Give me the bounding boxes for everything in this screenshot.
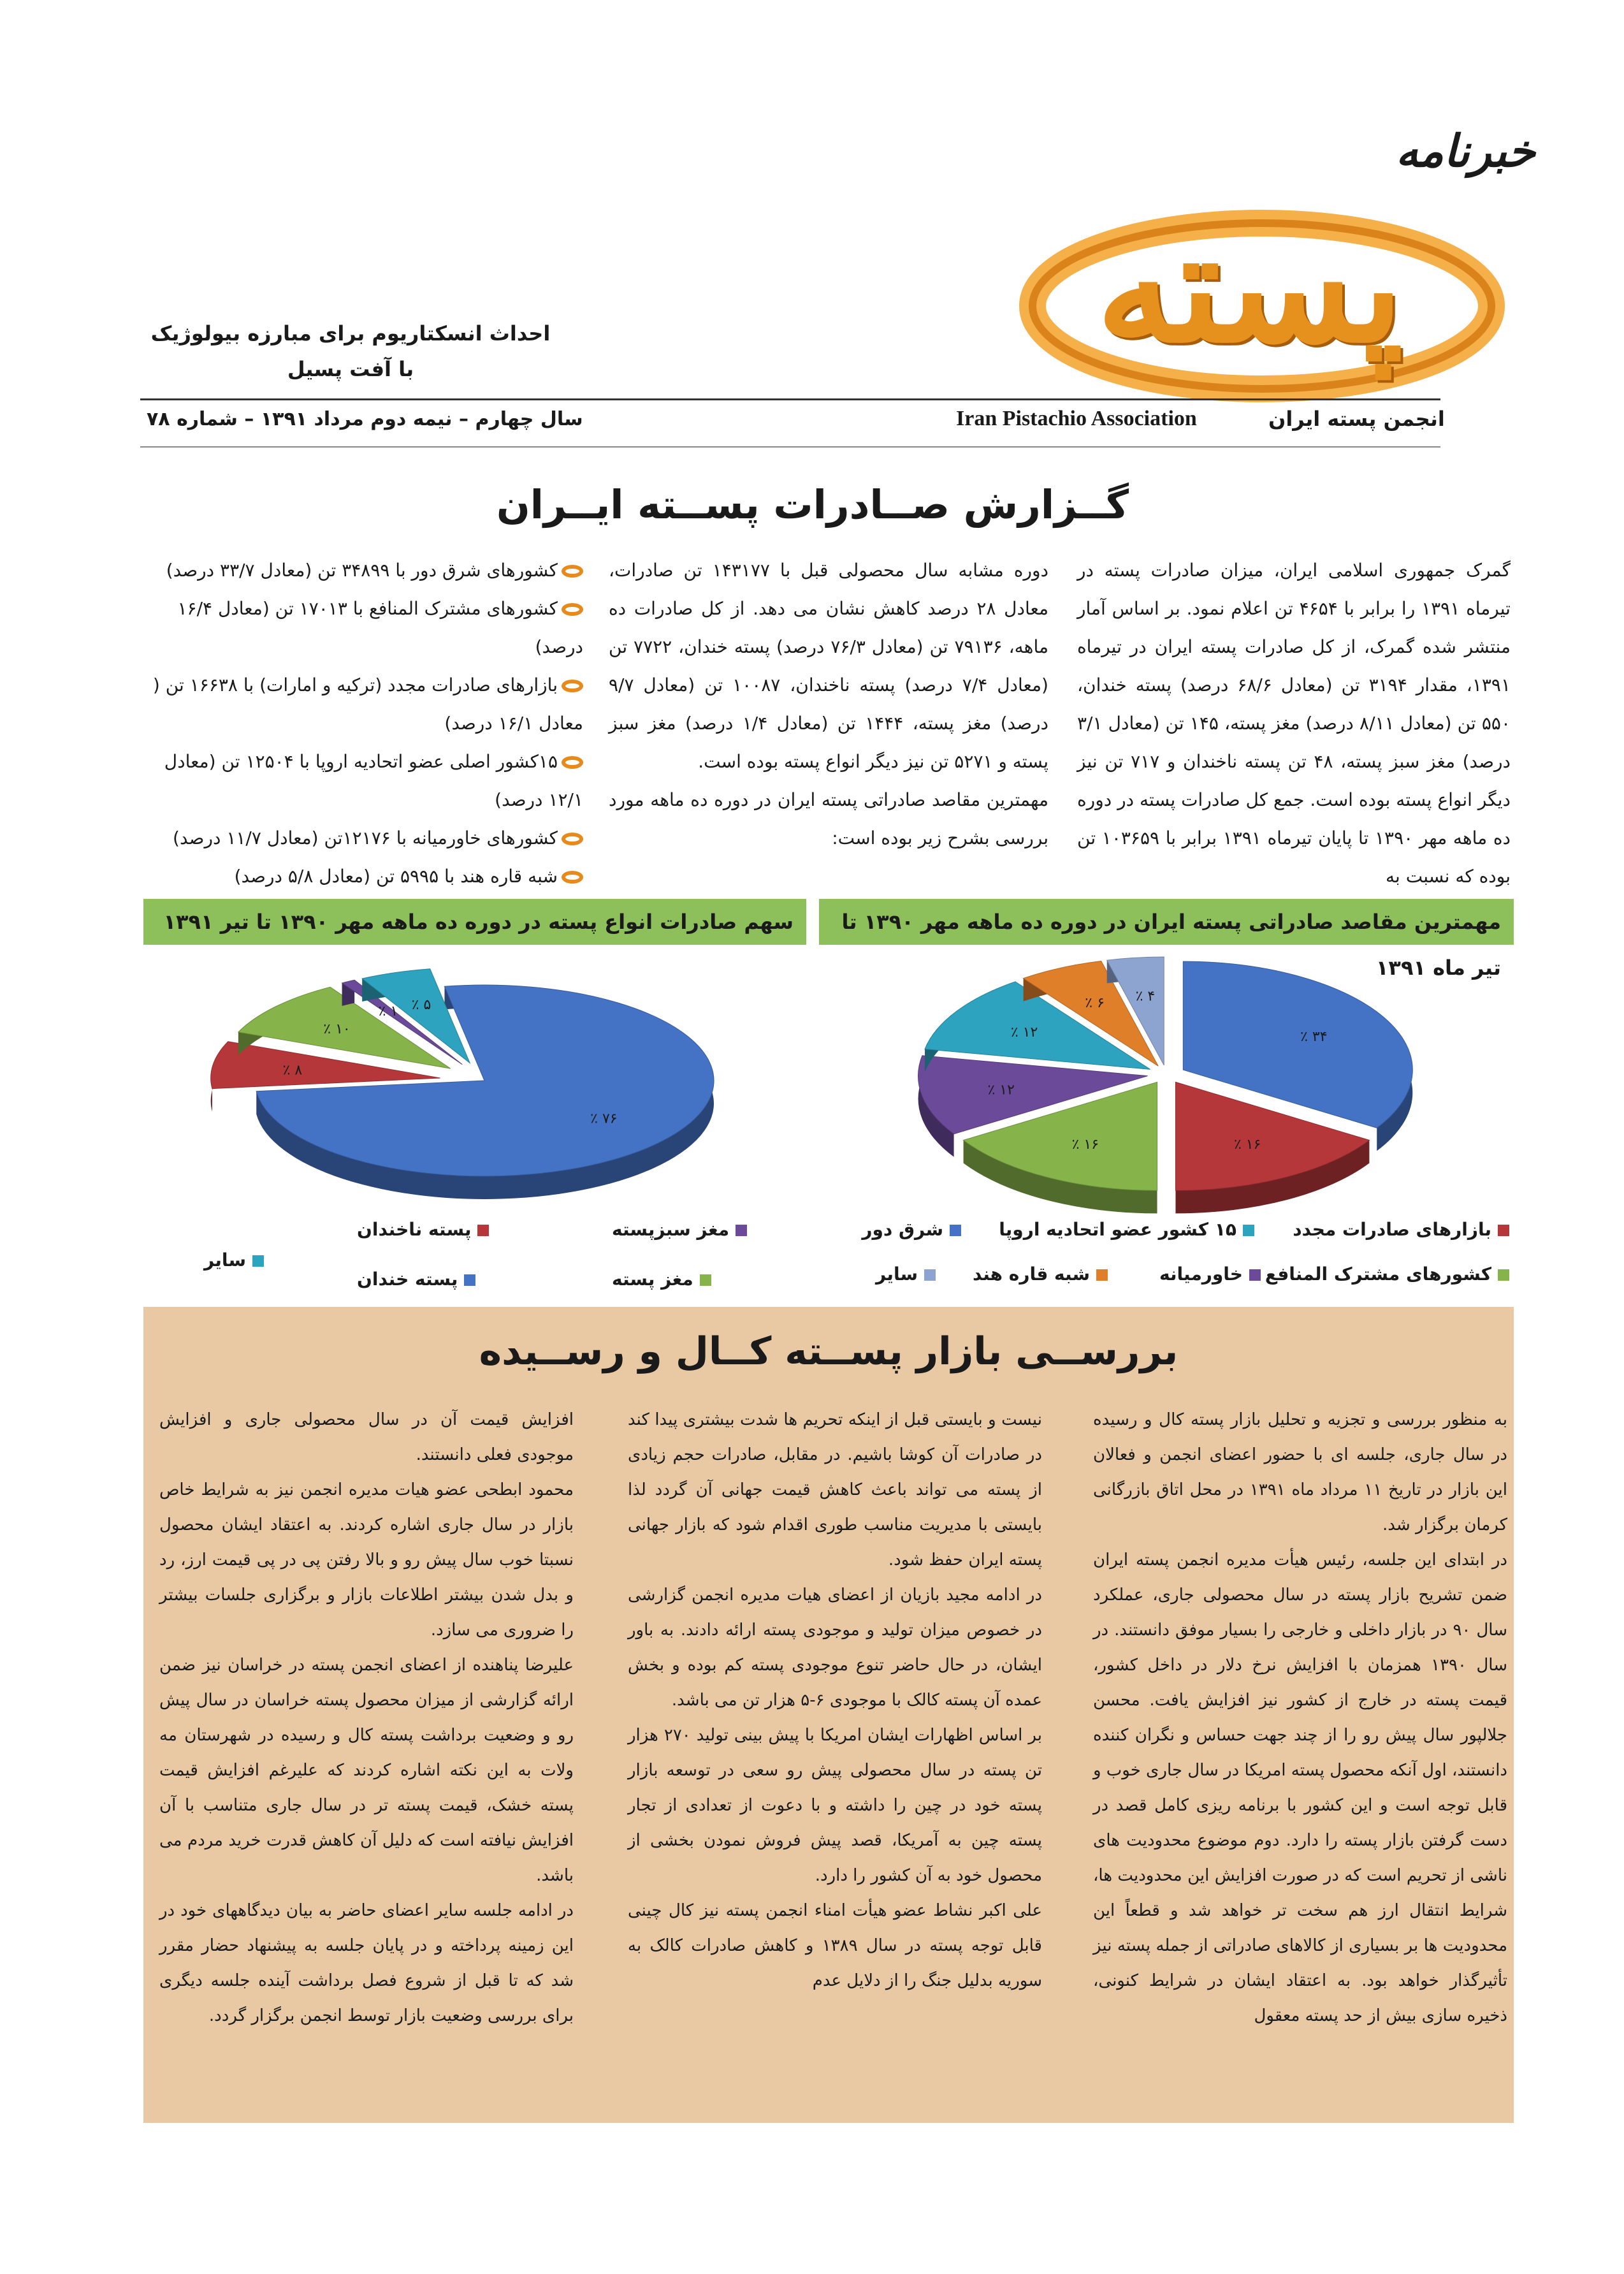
list-item: شبه قاره هند با ۵۹۹۵ تن (معادل ۵/۸ درصد) [143, 857, 583, 896]
legend-swatch [1498, 1225, 1509, 1236]
article1-mid-para-2: مهمترین مقاصد صادراتی پسته ایران در دوره ده ماهه مورد بررسی بشرح زیر بوده است: [609, 789, 1048, 849]
legend-item: شبه قاره هند [973, 1264, 1108, 1285]
list-item: بازارهای صادرات مجدد (ترکیه و امارات) با ۱۶۶۳۸ تن ( معادل ۱۶/۱ درصد) [152, 674, 583, 734]
promo-headline[interactable]: احداث انسکتاریوم برای مبارزه بیولوژیک با آفت پسیل [150, 321, 551, 381]
pie-slice-label: ٪ ۱۲ [1010, 1024, 1038, 1041]
article2-para: به منظور بررسی و تجزیه و تحلیل بازار پسته کال و رسیده در سال جاری، جلسه ای با حضور اعضای انجمن و فعالان این بازار در تاریخ ۱۱ مرداد ماه ۱۳۹۱ در محل اتاق بازرگانی کرمان برگزار شد. [1093, 1410, 1508, 1534]
bullet-ring-icon [562, 871, 583, 884]
legend-item: مغز پسته [612, 1269, 711, 1290]
article2-para: نیست و بایستی قبل از اینکه تحریم ها شدت بیشتری پیدا کند در صادرات آن کوشا باشیم. در مقابل، صادرات حجم زیادی از پسته می تواند باعث کاهش قیمت جهانی آن گردد لذا بایستی با مدیریت مناسب طوری اقدام شود که بازار جهانی پسته ایران حفظ شود. [628, 1410, 1042, 1570]
article1-col-mid [609, 551, 1048, 857]
legend-swatch [1243, 1225, 1254, 1236]
legend-item: سایر [204, 1250, 264, 1271]
article2-para: علی اکبر نشاط عضو هیأت امناء انجمن پسته نیز کال چینی قابل توجه پسته در سال ۱۳۸۹ و کاهش صادرات کالک به سوریه بدلیل جنگ را از دلایل عدم [628, 1901, 1042, 1990]
article2-col-1 [1093, 1403, 1507, 2034]
legend-item: ۱۵ کشور عضو اتحادیه اروپا [999, 1219, 1254, 1240]
logo-wordmark: پسته [1096, 197, 1403, 377]
pie-slice-label: ٪ ۱۲ [987, 1082, 1015, 1098]
legend-item: کشورهای مشترک المنافع [1265, 1264, 1509, 1285]
article1-col-right: گمرک جمهوری اسلامی ایران، میزان صادرات پسته در تیرماه ۱۳۹۱ را برابر با ۴۶۵۴ تن اعلام نمود. بر اساس آمار منتشر شده گمرک، از کل صادرات پسته ایران در تیرماه ۱۳۹۱، مقدار ۳۱۹۴ تن (معادل ۶۸/۶ درصد) پسته خندان، ۵۵۰ تن (معادل ۸/۱۱ درصد) مغز پسته، ۱۴۵ تن (معادل ۳/۱ درصد) مغز سبز پسته، ۴۸ تن پسته ناخندان و ۷۱۷ تن نیز دیگر انواع پسته بوده است. جمع کل صادرات پسته در دوره ده ماهه مهر ۱۳۹۰ تا پایان تیرماه ۱۳۹۱ برابر با ۱۰۳۶۵۹ تن بوده که نسبت به [1077, 560, 1511, 887]
pie-slice-label: ٪ ۷۶ [590, 1111, 618, 1127]
pie-slice-label: ٪ ۵ [411, 997, 431, 1014]
legend-swatch [1096, 1269, 1108, 1281]
list-item: ۱۵کشور اصلی عضو اتحادیه اروپا با ۱۲۵۰۴ تن (معادل ۱۲/۱ درصد) [164, 751, 583, 810]
legend-swatch [950, 1225, 961, 1236]
pie-slice-label: ٪ ۶ [1085, 995, 1105, 1012]
header-rule [140, 398, 1440, 400]
legend-swatch [252, 1255, 264, 1267]
pie-slice-label: ٪ ۳۴ [1300, 1028, 1328, 1045]
article2-para: علیرضا پناهنده از اعضای انجمن پسته در خراسان نیز ضمن ارائه گزارشی از میزان محصول پسته خراسان در سال پیش رو و وضعیت برداشت پسته کال و رسیده در شهرستان مه ولات به این نکته اشاره کردند که علیرغم افزایش قیمت پسته خشک، قیمت پسته تر در سال جاری متناسب با آن افزایش نیافته است که دلیل آن کاهش قدرت خرید مردم می باشد. [159, 1656, 574, 1885]
bullet-ring-icon [562, 603, 583, 616]
logo-small-title: خبرنامه [1396, 124, 1535, 177]
pie-slice-label: ٪ ۱ [378, 1003, 398, 1020]
article2-para: در ادامه جلسه سایر اعضای حاضر به بیان دیدگاههای خود در این زمینه پرداخته و در پایان جلسه به پیشنهاد حضار مقرر شد که تا قبل از شروع فصل برداشت آینده جلسه دیگری برای بررسی وضعیت بازار توسط انجمن برگزار گردد. [159, 1901, 574, 2025]
chart-banner-types: سهم صادرات انواع پسته در دوره ده ماهه مهر ۱۳۹۰ تا تیر ۱۳۹۱ [143, 899, 806, 945]
article2-para: افزایش قیمت آن در سال محصولی جاری و افزایش موجودی فعلی دانستند. [159, 1410, 574, 1464]
legend-swatch [477, 1225, 489, 1236]
list-item: کشورهای شرق دور با ۳۴۸۹۹ تن (معادل ۳۳/۷ درصد) [143, 551, 583, 590]
pie-chart-destinations [848, 950, 1485, 1224]
article1-mid-para: دوره مشابه سال محصولی قبل با ۱۴۳۱۷۷ تن صادرات، معادل ۲۸ درصد کاهش نشان می دهد. از کل صادرات ده ماهه، ۷۹۱۳۶ تن (معادل ۷۶/۳ درصد) پسته خندان، ۷۷۲۲ تن (معادل ۷/۴ درصد) پسته ناخندان، ۱۰۰۸۷ تن (معادل ۹/۷ درصد) مغز پسته، ۱۴۴۴ تن (معادل ۱/۴ درصد) مغز سبز پسته و ۵۲۷۱ تن نیز دیگر انواع پسته بوده است. [609, 560, 1049, 772]
pie-slice-label: ٪ ۱۶ [1233, 1137, 1261, 1153]
pie-slice-label: ٪ ۴ [1135, 988, 1156, 1005]
legend-swatch [1498, 1269, 1509, 1281]
bullet-ring-icon [562, 680, 583, 692]
bullet-ring-icon [562, 756, 583, 769]
article2-col-3 [159, 1403, 574, 2034]
bullet-ring-icon [562, 565, 583, 578]
legend-swatch [736, 1225, 747, 1236]
legend-item: شرق دور [862, 1219, 961, 1240]
legend-swatch [464, 1274, 475, 1286]
legend-item: بازارهای صادرات مجدد [1293, 1219, 1509, 1240]
article2-para: محمود ابطحی عضو هیات مدیره انجمن نیز به شرایط خاص بازار در سال جاری اشاره کردند. به اعتقاد ایشان محصول نسبتا خوب سال پیش رو و بالا رفتن پی در پی قیمت ارز، رد و بدل شدن بیشتر اطلاعات بازار و برگزاری جلسات بیشتر را ضروری می سازد. [159, 1480, 574, 1640]
header-rule-bottom [140, 446, 1440, 448]
issue-line: سال چهارم – نیمه دوم مرداد ۱۳۹۱ – شماره ۷۸ [147, 408, 583, 430]
pie-chart-types [191, 950, 790, 1224]
pie-slice-label: ٪ ۱۰ [323, 1021, 351, 1037]
legend-item: مغز سبزپسته [612, 1219, 747, 1240]
pie-slice-label: ٪ ۱۶ [1071, 1137, 1099, 1153]
chart-banner-destinations: مهمترین مقاصد صادراتی پسته ایران در دوره ده ماهه مهر ۱۳۹۰ تا تیر ماه ۱۳۹۱ [819, 899, 1514, 945]
article1-title: گــزارش صــادرات پســته ایــران [496, 481, 1129, 528]
pie-slice-label: ٪ ۸ [282, 1062, 303, 1079]
article2-title: بررســی بازار پســته کــال و رســیده [479, 1329, 1178, 1374]
legend-swatch [1249, 1269, 1261, 1281]
legend-item: سایر [876, 1264, 936, 1285]
list-item: کشورهای مشترک المنافع با ۱۷۰۱۳ تن (معادل ۱۶/۴ درصد) [177, 598, 583, 657]
article2-para: در ادامه مجید بازیان از اعضای هیات مدیره انجمن گزارشی در خصوص میزان تولید و موجودی پسته ارائه دادند. به باور ایشان، در حال حاضر تنوع موجودی پسته کم بوده و بخش عمده آن پسته کالک با موجودی ۶-۵ هزار تن می باشد. [628, 1585, 1042, 1710]
masthead-logo [994, 140, 1517, 434]
article2-para: بر اساس اظهارات ایشان امریکا با پیش بینی تولید ۲۷۰ هزار تن پسته در سال محصولی پیش رو سعی در توسعه بازار پسته خود در چین را داشته و با دعوت از تعدادی از تجار پسته چین به آمریکا، قصد پیش فروش نمودن بخشی از محصول خود به آن کشور را دارد. [628, 1726, 1042, 1885]
legend-item: پسته ناخندان [357, 1219, 489, 1240]
legend-item: پسته خندان [357, 1269, 475, 1290]
legend-item: خاورمیانه [1159, 1264, 1261, 1285]
list-item: کشورهای خاورمیانه با ۱۲۱۷۶تن (معادل ۱۱/۷ درصد) [143, 819, 583, 857]
article2-col-2 [628, 1403, 1042, 1999]
bullet-ring-icon [562, 833, 583, 845]
assoc-name-fa: انجمن پسته ایران [1268, 407, 1445, 431]
legend-swatch [924, 1269, 936, 1281]
legend-swatch [700, 1274, 711, 1286]
assoc-name-en: Iran Pistachio Association [956, 407, 1197, 430]
destination-list [143, 551, 583, 896]
article2-para: در ابتدای این جلسه، رئیس هیأت مدیره انجمن پسته ایران ضمن تشریح بازار پسته در سال محصولی جاری، عملکرد سال ۹۰ در بازار داخلی و خارجی را بسیار موفق دانستند. در سال ۱۳۹۰ همزمان با افزایش نرخ دلار در داخل کشور، قیمت پسته در خارج از کشور نیز افزایش یافت. محسن جلالپور سال پیش رو را از چند جهت حساس و نگران کننده دانستند، اول آنکه محصول پسته امریکا در سال جاری خوب و قابل توجه است و این کشور با برنامه ریزی کامل قصد در دست گرفتن بازار پسته را دارد. دوم موضوع محدودیت های ناشی از تحریم است که در صورت افزایش این محدودیت ها، شرایط انتقال ارز هم سخت تر خواهد شد و قطعاً این محدودیت ها بر بسیاری از کالاهای صادراتی از جمله پسته نیز تأثیرگذار خواهد بود. به اعتقاد ایشان در شرایط کنونی، ذخیره سازی بیش از حد پسته معقول [1092, 1550, 1507, 2025]
